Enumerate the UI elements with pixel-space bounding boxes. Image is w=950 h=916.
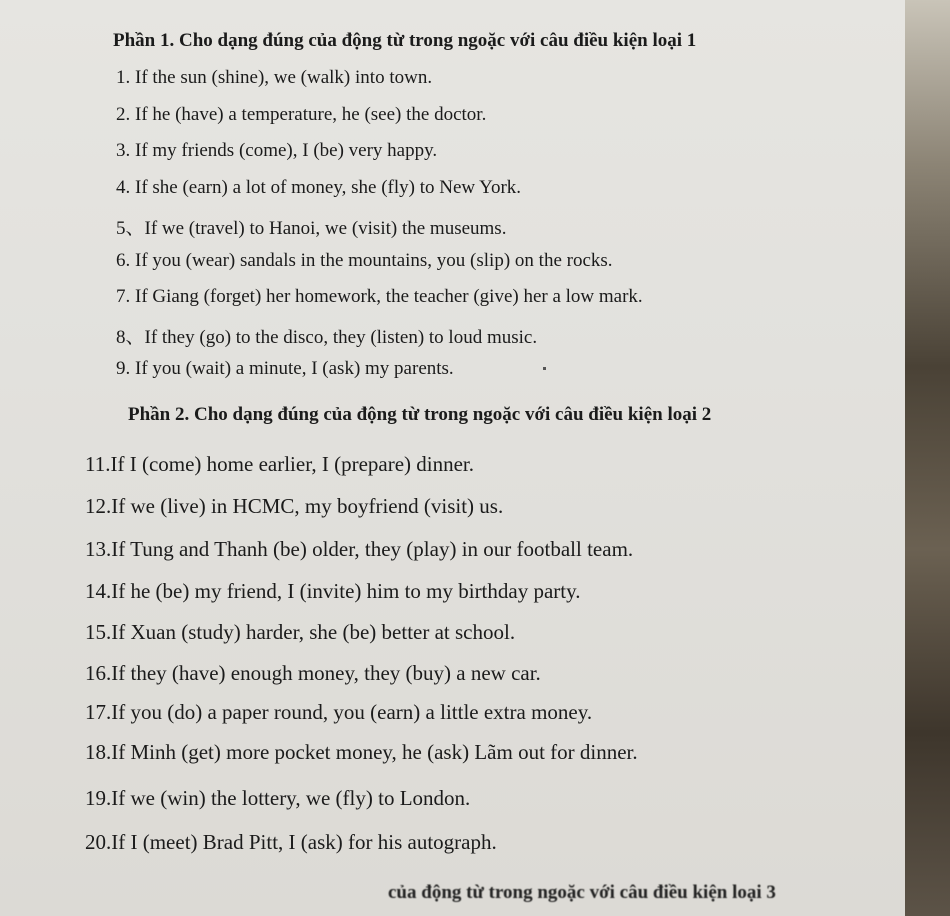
exercise-item: 18.If Minh (get) more pocket money, he (ask) Lãm out for dinner. xyxy=(85,740,638,764)
exercise-item: 16.If they (have) enough money, they (buy) a new car. xyxy=(85,661,541,685)
pen-mark xyxy=(543,367,546,370)
exercise-item: 14.If he (be) my friend, I (invite) him to my birthday party. xyxy=(85,579,581,603)
part1-heading: Phần 1. Cho dạng đúng của động từ trong ngoặc với câu điều kiện loại 1 xyxy=(113,30,697,51)
part2-heading: Phần 2. Cho dạng đúng của động từ trong ngoặc với câu điều kiện loại 2 xyxy=(128,404,712,425)
exercise-item: 6. If you (wear) sandals in the mountains, you (slip) on the rocks. xyxy=(116,250,613,271)
exercise-item: 5、If we (travel) to Hanoi, we (visit) the museums. xyxy=(116,218,507,239)
background-edge xyxy=(905,0,950,916)
exercise-item: 8、If they (go) to the disco, they (listen) to loud music. xyxy=(116,327,538,348)
exercise-item: 9. If you (wait) a minute, I (ask) my parents. xyxy=(116,358,454,379)
part3-heading-partial: của động từ trong ngoặc với câu điều kiện loại 3 xyxy=(388,882,776,903)
exercise-item: 4. If she (earn) a lot of money, she (fly) to New York. xyxy=(116,177,522,198)
exercise-item: 20.If I (meet) Brad Pitt, I (ask) for his autograph. xyxy=(85,830,497,854)
exercise-item: 2. If he (have) a temperature, he (see) the doctor. xyxy=(116,104,487,125)
exercise-item: 12.If we (live) in HCMC, my boyfriend (visit) us. xyxy=(85,494,504,518)
exercise-item: 1. If the sun (shine), we (walk) into town. xyxy=(116,67,433,88)
exercise-item: 11.If I (come) home earlier, I (prepare) dinner. xyxy=(85,452,475,476)
exercise-item: 3. If my friends (come), I (be) very happy. xyxy=(116,140,438,161)
exercise-item: 13.If Tung and Thanh (be) older, they (play) in our football team. xyxy=(85,537,634,561)
exercise-item: 17.If you (do) a paper round, you (earn) a little extra money. xyxy=(85,700,593,724)
exercise-item: 15.If Xuan (study) harder, she (be) better at school. xyxy=(85,620,516,644)
exercise-item: 19.If we (win) the lottery, we (fly) to London. xyxy=(85,786,471,810)
exercise-item: 7. If Giang (forget) her homework, the teacher (give) her a low mark. xyxy=(116,286,643,307)
